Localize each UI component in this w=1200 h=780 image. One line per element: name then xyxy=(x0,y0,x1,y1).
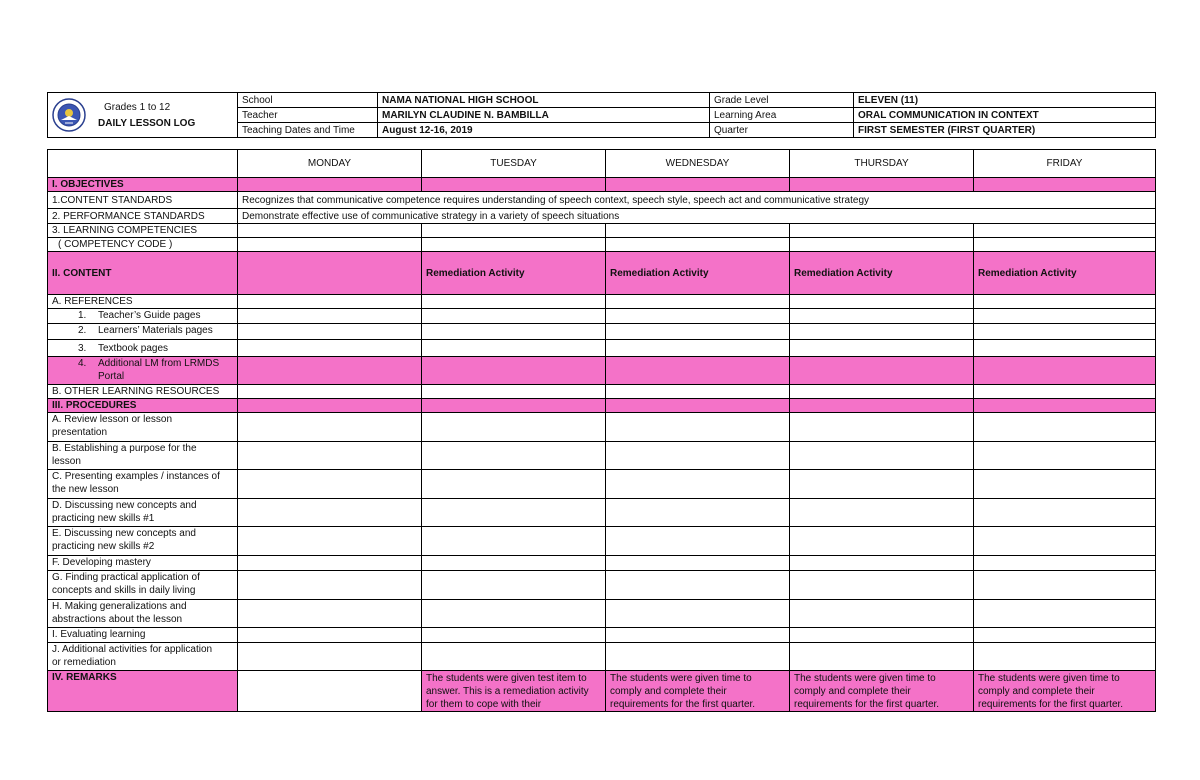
performance-standards-label: 2. PERFORMANCE STANDARDS xyxy=(48,209,238,224)
procedures-heading: III. PROCEDURES xyxy=(48,399,238,413)
proc-e-row xyxy=(48,527,1156,556)
learning-competencies-row xyxy=(48,224,1156,238)
procedures-row xyxy=(48,399,1156,413)
remediation-thursday: Remediation Activity xyxy=(790,252,974,295)
ref-learners-materials: 2. Learners’ Materials pages xyxy=(48,324,238,340)
content-standards-text: Recognizes that communicative competence requires understanding of speech context, speech style, speech act and communicative strategy xyxy=(238,192,1156,209)
dates-label: Teaching Dates and Time xyxy=(238,123,378,138)
day-tuesday: TUESDAY xyxy=(422,150,606,178)
objectives-row xyxy=(48,178,1156,192)
ref2-row xyxy=(48,324,1156,340)
ref1-row xyxy=(48,309,1156,324)
performance-standards-row xyxy=(48,209,1156,224)
proc-presenting-examples: C. Presenting examples / instances of the new lesson xyxy=(48,470,238,499)
quarter-value: FIRST SEMESTER (FIRST QUARTER) xyxy=(854,123,1156,138)
proc-a-row xyxy=(48,413,1156,442)
grade-level-label: Grade Level xyxy=(710,93,854,108)
day-wednesday: WEDNESDAY xyxy=(606,150,790,178)
proc-discussing-2: E. Discussing new concepts and practicing new skills #2 xyxy=(48,527,238,556)
remarks-thursday: The students were given time to comply and complete their requirements for the first quarter. xyxy=(790,671,974,712)
content-row xyxy=(48,252,1156,295)
day-monday: MONDAY xyxy=(238,150,422,178)
day-thursday: THURSDAY xyxy=(790,150,974,178)
proc-d-row xyxy=(48,499,1156,527)
school-value: NAMA NATIONAL HIGH SCHOOL xyxy=(378,93,710,108)
proc-practical-application: G. Finding practical application of concepts and skills in daily living xyxy=(48,571,238,600)
days-row xyxy=(48,150,1156,178)
learning-competencies-label: 3. LEARNING COMPETENCIES xyxy=(48,224,238,238)
content-standards-label: 1.CONTENT STANDARDS xyxy=(48,192,238,209)
references-row xyxy=(48,295,1156,309)
proc-additional-activities: J. Additional activities for application or remediation xyxy=(48,643,238,671)
performance-standards-text: Demonstrate effective use of communicative strategy in a variety of speech situations xyxy=(238,209,1156,224)
objectives-heading: I. OBJECTIVES xyxy=(48,178,238,192)
grades-label: Grades 1 to 12 xyxy=(104,102,171,113)
header-table xyxy=(47,92,1156,138)
ref3-row xyxy=(48,340,1156,357)
proc-j-row xyxy=(48,643,1156,671)
remediation-wednesday: Remediation Activity xyxy=(606,252,790,295)
remarks-tuesday: The students were given test item to answer. This is a remediation activity for them to cope with their xyxy=(422,671,606,712)
teacher-value: MARILYN CLAUDINE N. BAMBILLA xyxy=(378,108,710,123)
school-label: School xyxy=(238,93,378,108)
proc-g-row xyxy=(48,571,1156,600)
grade-level-value: ELEVEN (11) xyxy=(854,93,1156,108)
ref-teachers-guide: 1. Teacher’s Guide pages xyxy=(48,309,238,324)
proc-establishing-purpose: B. Establishing a purpose for the lesson xyxy=(48,442,238,470)
proc-f-row xyxy=(48,556,1156,571)
remarks-heading: IV. REMARKS xyxy=(48,671,238,712)
deped-seal-icon xyxy=(52,98,86,132)
proc-generalizations: H. Making generalizations and abstractions about the lesson xyxy=(48,600,238,628)
teacher-label: Teacher xyxy=(238,108,378,123)
ref-textbook-pages: 3. Textbook pages xyxy=(48,340,238,357)
other-resources-label: B. OTHER LEARNING RESOURCES xyxy=(48,385,238,399)
proc-h-row xyxy=(48,600,1156,628)
proc-i-row xyxy=(48,628,1156,643)
header-logo-cell xyxy=(48,93,238,138)
ref-additional-lm: 4. Additional LM from LRMDS Portal xyxy=(48,357,238,385)
proc-developing-mastery: F. Developing mastery xyxy=(48,556,238,571)
remediation-tuesday: Remediation Activity xyxy=(422,252,606,295)
lesson-log-table xyxy=(47,149,1156,712)
ref4-row xyxy=(48,357,1156,385)
blank-corner xyxy=(48,150,238,178)
proc-evaluating-learning: I. Evaluating learning xyxy=(48,628,238,643)
daily-lesson-log-label: DAILY LESSON LOG xyxy=(98,118,196,129)
remarks-wednesday: The students were given time to comply and complete their requirements for the first quarter. xyxy=(606,671,790,712)
remediation-friday: Remediation Activity xyxy=(974,252,1156,295)
other-resources-row xyxy=(48,385,1156,399)
learning-area-value: ORAL COMMUNICATION IN CONTEXT xyxy=(854,108,1156,123)
content-heading: II. CONTENT xyxy=(48,252,238,295)
proc-b-row xyxy=(48,442,1156,470)
competency-code-label: ( COMPETENCY CODE ) xyxy=(48,238,238,252)
remarks-friday: The students were given time to comply and complete their requirements for the first quarter. xyxy=(974,671,1156,712)
learning-area-label: Learning Area xyxy=(710,108,854,123)
remarks-row xyxy=(48,671,1156,712)
content-standards-row xyxy=(48,192,1156,209)
dates-value: August 12-16, 2019 xyxy=(378,123,710,138)
proc-c-row xyxy=(48,470,1156,499)
competency-code-row xyxy=(48,238,1156,252)
references-label: A. REFERENCES xyxy=(48,295,238,309)
proc-discussing-1: D. Discussing new concepts and practicing new skills #1 xyxy=(48,499,238,527)
quarter-label: Quarter xyxy=(710,123,854,138)
proc-review-lesson: A. Review lesson or lesson presentation xyxy=(48,413,238,442)
day-friday: FRIDAY xyxy=(974,150,1156,178)
